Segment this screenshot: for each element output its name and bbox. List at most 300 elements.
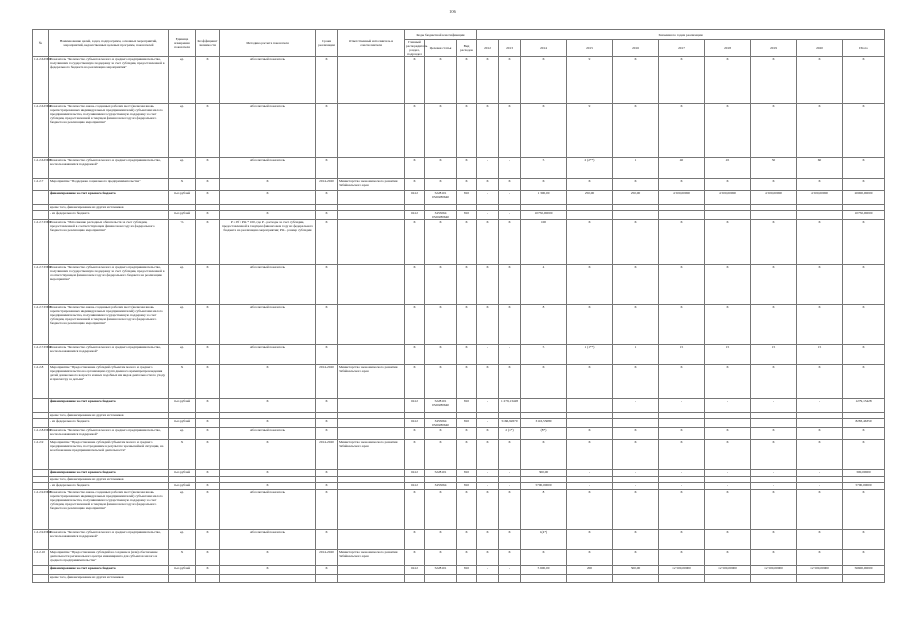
row-value-2012: Х <box>477 265 499 305</box>
row-value-2018: Х <box>705 490 751 530</box>
row-value-2013: - <box>499 345 521 365</box>
row-value-2014: Х <box>521 104 567 158</box>
row-value-2014 <box>521 575 567 583</box>
row-grbs: Х <box>405 265 425 305</box>
row-vr: 810 <box>457 399 477 413</box>
row-method: Х <box>220 365 316 399</box>
row-value-2019 <box>751 575 797 583</box>
row-responsible <box>338 57 405 104</box>
row-csr: 3455064 0320280640 <box>425 419 457 428</box>
row-total: 10750,00000 <box>843 211 885 220</box>
row-value-2014: 8 <box>521 490 567 530</box>
row-value-2016: Х <box>613 57 659 104</box>
row-value-2013: - <box>499 158 521 179</box>
row-value-2012: Х <box>477 305 499 345</box>
row-number: 1.2.2.10 <box>33 550 49 566</box>
row-value-2012: - <box>477 566 499 575</box>
row-grbs: 0412 <box>405 566 425 575</box>
row-number: 1.2.2.9.ПМ4 <box>33 530 49 550</box>
row-unit: ед. <box>169 305 196 345</box>
row-value-2014: Х <box>521 57 567 104</box>
row-grbs: Х <box>405 440 425 470</box>
row-value-2018: Х <box>705 440 751 470</box>
row-value-2013: Х <box>499 265 521 305</box>
row-csr: 5228101 <box>425 566 457 575</box>
row-number: 1.2.2.7.ПМ3 <box>33 305 49 345</box>
table-row <box>33 566 885 575</box>
row-value-2015: - <box>567 470 613 477</box>
row-coef: Х <box>196 104 220 158</box>
row-value-2018 <box>705 211 751 220</box>
row-value-2017: Х <box>659 220 705 265</box>
row-value-2016: Х <box>613 220 659 265</box>
table-row <box>33 220 885 265</box>
row-value-2016 <box>613 575 659 583</box>
row-responsible <box>338 566 405 575</box>
row-csr: Х <box>425 104 457 158</box>
row-value-2018: 12 500,00000 <box>705 566 751 575</box>
row-value-2020: 60 <box>797 158 843 179</box>
row-value-2017: Х <box>659 490 705 530</box>
row-value-2013: Х <box>499 179 521 191</box>
row-total: Х <box>843 530 885 550</box>
row-grbs: Х <box>405 179 425 191</box>
col-year-2012: 2012 <box>477 40 499 57</box>
row-value-2016: - <box>613 470 659 477</box>
row-value-2016: Х <box>613 530 659 550</box>
row-total: Х <box>843 158 885 179</box>
row-coef: Х <box>196 191 220 205</box>
row-coef: Х <box>196 179 220 191</box>
row-value-2013 <box>499 575 521 583</box>
row-responsible <box>338 191 405 205</box>
row-name: Показатель "Количество субъектов малого и среднего предпринимательства, воспользовавшихся поддержкой" <box>49 158 169 179</box>
row-method <box>220 575 316 583</box>
table-row <box>33 179 885 191</box>
row-term: Х <box>316 158 338 179</box>
row-name: кроме того, финансирование из других источников <box>49 205 169 211</box>
row-term: 2014-2020 <box>316 550 338 566</box>
col-values: Значения по годам реализации <box>477 30 885 40</box>
row-total <box>843 575 885 583</box>
row-value-2013: Х <box>499 57 521 104</box>
row-name: финансирование за счет краевого бюджета <box>49 566 169 575</box>
row-value-2015: Х <box>567 428 613 440</box>
row-total: 56600,00000 <box>843 566 885 575</box>
row-method: Х <box>220 179 316 191</box>
row-coef: Х <box>196 470 220 477</box>
table-header <box>33 30 885 57</box>
row-number: 1.2.2.8.ПМ1 <box>33 428 49 440</box>
row-value-2017: 12 500,00000 <box>659 566 705 575</box>
row-value-2014: 8 <box>521 305 567 345</box>
row-value-2019: Х <box>751 179 797 191</box>
row-value-2017: Х <box>659 550 705 566</box>
row-name: Мероприятие "Предоставление субсидий субъектам малого и среднего предпринимательства, пострадавшим в результате чрезвычайной ситуации, на возобновление предпринимательской деятельности" <box>49 440 169 470</box>
row-value-2019 <box>751 419 797 428</box>
row-value-2015: Х <box>567 265 613 305</box>
row-value-2020: Х <box>797 57 843 104</box>
row-value-2013: Х <box>499 220 521 265</box>
row-value-2016: Х <box>613 440 659 470</box>
row-name: Мероприятие "Предоставление субсидий на создание и (или) обеспечение деятельности регионального центра инжиниринга для субъектов малого и среднего предпринимательства" <box>49 550 169 566</box>
row-term: Х <box>316 265 338 305</box>
row-method: Х <box>220 440 316 470</box>
row-coef: Х <box>196 57 220 104</box>
row-grbs: 0412 <box>405 399 425 413</box>
row-method: Абсолютный показатель <box>220 104 316 158</box>
col-grbs <box>405 40 428 57</box>
row-value-2017: - <box>659 483 705 490</box>
row-value-2020: Х <box>797 440 843 470</box>
row-value-2019: - <box>751 399 797 413</box>
row-unit: тыс.рублей <box>169 211 196 220</box>
row-value-2017: Х <box>659 265 705 305</box>
row-coef: Х <box>196 483 220 490</box>
row-value-2012: - <box>477 483 499 490</box>
row-value-2016: Х <box>613 179 659 191</box>
row-value-2017: 40 <box>659 158 705 179</box>
row-value-2015: 2 (2**) <box>567 158 613 179</box>
row-vr: 810 <box>457 191 477 205</box>
table-row <box>33 483 885 490</box>
row-term: Х <box>316 305 338 345</box>
row-method: P = Pf / Pm * 100, где P - расходы за счет субсидии, предоставленной в текущем финансовом году из федерального бюджета на реализацию мероприятия; Pm - размер субсидии <box>220 220 316 265</box>
row-value-2019: Х <box>751 440 797 470</box>
row-grbs: Х <box>405 104 425 158</box>
row-number <box>33 399 49 413</box>
row-coef: Х <box>196 428 220 440</box>
row-value-2012: Х <box>477 179 499 191</box>
row-value-2013: - <box>499 566 521 575</box>
row-term: Х <box>316 104 338 158</box>
table-row <box>33 191 885 205</box>
row-csr: Х <box>425 365 457 399</box>
col-year-2015: 2015 <box>567 40 613 57</box>
row-vr: Х <box>457 440 477 470</box>
row-responsible <box>338 158 405 179</box>
row-unit: Х <box>169 365 196 399</box>
row-value-2019: 4 500,00000 <box>751 191 797 205</box>
row-total: Х <box>843 104 885 158</box>
row-method: Х <box>220 191 316 205</box>
program-table <box>32 29 885 583</box>
row-method: Абсолютный показатель <box>220 305 316 345</box>
row-name: Мероприятие "Поддержка социального предпринимательства" <box>49 179 169 191</box>
row-value-2015: 250,00 <box>567 191 613 205</box>
row-responsible <box>338 470 405 477</box>
row-value-2020: - <box>797 399 843 413</box>
row-value-2015: 9 <box>567 104 613 158</box>
row-csr: Х <box>425 440 457 470</box>
row-coef: Х <box>196 490 220 530</box>
row-vr: 810 <box>457 566 477 575</box>
row-value-2018 <box>705 575 751 583</box>
row-unit: ед. <box>169 104 196 158</box>
table-row <box>33 57 885 104</box>
row-value-2020: Х <box>797 305 843 345</box>
table-row <box>33 305 885 345</box>
col-total: Итого <box>843 40 885 57</box>
row-value-2014: 4 <box>521 265 567 305</box>
row-name: финансирование за счет краевого бюджета <box>49 470 169 477</box>
row-total: Х <box>843 305 885 345</box>
row-coef: Х <box>196 158 220 179</box>
row-number: 1.2.2.8 <box>33 365 49 399</box>
row-unit: Х <box>169 179 196 191</box>
table-row <box>33 211 885 220</box>
row-value-2016: Х <box>613 550 659 566</box>
col-year-2013: 2013 <box>499 40 521 57</box>
row-value-2012: Х <box>477 490 499 530</box>
row-value-2018: 15 <box>705 345 751 365</box>
col-year-2020: 2020 <box>797 40 843 57</box>
row-responsible <box>338 345 405 365</box>
row-value-2016: Х <box>613 104 659 158</box>
row-value-2014: 1(4*) <box>521 530 567 550</box>
row-vr: Х <box>457 365 477 399</box>
row-total: 5700,00000 <box>843 483 885 490</box>
row-responsible <box>338 265 405 305</box>
row-value-2013: - <box>499 470 521 477</box>
table-row <box>33 575 885 583</box>
table-row <box>33 399 885 413</box>
row-value-2020 <box>797 575 843 583</box>
row-coef: Х <box>196 440 220 470</box>
row-term: Х <box>316 483 338 490</box>
row-csr: Х <box>425 428 457 440</box>
row-vr: Х <box>457 158 477 179</box>
row-vr: Х <box>457 57 477 104</box>
row-value-2014: 5 600,00 <box>521 566 567 575</box>
row-number: 1.2.2.9 <box>33 440 49 470</box>
row-value-2016: 250,00 <box>613 191 659 205</box>
row-method: Абсолютный показатель <box>220 428 316 440</box>
row-vr: Х <box>457 490 477 530</box>
row-value-2018: Х <box>705 428 751 440</box>
row-term: 2014-2020 <box>316 179 338 191</box>
col-csr: Целевая статья <box>425 40 457 57</box>
row-value-2015: 9 <box>567 57 613 104</box>
row-grbs: 0412 <box>405 483 425 490</box>
row-csr: Х <box>425 305 457 345</box>
row-name: - из федерального бюджета <box>49 211 169 220</box>
row-name: кроме того, финансирование из других источников <box>49 413 169 419</box>
row-grbs: 0412 <box>405 419 425 428</box>
table-row <box>33 345 885 365</box>
row-value-2020: Х <box>797 265 843 305</box>
row-number <box>33 211 49 220</box>
row-value-2016: Х <box>613 265 659 305</box>
row-total: Х <box>843 440 885 470</box>
row-value-2016: Х <box>613 365 659 399</box>
row-number <box>33 566 49 575</box>
row-value-2012: Х <box>477 104 499 158</box>
row-value-2014: 3116,53680 <box>521 419 567 428</box>
row-value-2015 <box>567 419 613 428</box>
row-value-2017: Х <box>659 305 705 345</box>
row-number: 1.2.2.9.ПМ3 <box>33 490 49 530</box>
row-total: 1279,13428 <box>843 399 885 413</box>
row-vr: Х <box>457 305 477 345</box>
table-row <box>33 365 885 399</box>
row-coef: Х <box>196 305 220 345</box>
row-value-2018: Х <box>705 220 751 265</box>
table-row <box>33 265 885 305</box>
table-body <box>33 57 885 583</box>
row-vr: Х <box>457 428 477 440</box>
row-method: Х <box>220 550 316 566</box>
table-row <box>33 428 885 440</box>
row-vr: Х <box>457 179 477 191</box>
row-value-2018: Х <box>705 265 751 305</box>
row-value-2019: 15 <box>751 345 797 365</box>
row-value-2012: Х <box>477 220 499 265</box>
row-method: Х <box>220 211 316 220</box>
row-value-2019: Х <box>751 305 797 345</box>
row-grbs: Х <box>405 158 425 179</box>
row-coef: Х <box>196 211 220 220</box>
row-number: 1.2.2.7.ПМ1 <box>33 220 49 265</box>
row-value-2015: Х <box>567 550 613 566</box>
row-term: Х <box>316 470 338 477</box>
row-value-2015 <box>567 211 613 220</box>
row-responsible <box>338 305 405 345</box>
row-unit: % <box>169 220 196 265</box>
row-total: Х <box>843 179 885 191</box>
row-value-2019: Х <box>751 57 797 104</box>
row-value-2020: Х <box>797 220 843 265</box>
row-coef <box>196 575 220 583</box>
row-name: кроме того, финансирование из других источников <box>49 575 169 583</box>
col-vr: Вид расходов <box>457 40 477 57</box>
row-csr: Х <box>425 220 457 265</box>
row-grbs: Х <box>405 220 425 265</box>
row-grbs: Х <box>405 550 425 566</box>
row-value-2020: Х <box>797 490 843 530</box>
row-grbs <box>405 575 425 583</box>
row-responsible <box>338 483 405 490</box>
row-method: Абсолютный показатель <box>220 490 316 530</box>
table-row <box>33 490 885 530</box>
row-number: 1.2.2.7.ПМ4 <box>33 345 49 365</box>
row-value-2016: 1 <box>613 345 659 365</box>
row-name: Показатель "Количество вновь созданных рабочих мест (включая вновь зарегистрированных индивидуальных предпринимателей) субъектами малого предпринимательства, получившими государственную поддержку за счет субсидии, предоставленной в текущем финансовом году из федерального бюджета на реализацию мероприятия" <box>49 305 169 345</box>
row-value-2020: Х <box>797 530 843 550</box>
row-name: Показатель "Количество субъектов малого и среднего предпринимательства, получивших государственную поддержку за счет субсидии, предоставленной в соответствующем финансовом году из федерального бюджета на реализацию мероприятия" <box>49 265 169 305</box>
col-section-label: раздел, подраздел <box>407 48 422 56</box>
row-method: Абсолютный показатель <box>220 345 316 365</box>
row-term <box>316 575 338 583</box>
row-grbs: 0412 <box>405 211 425 220</box>
row-method: Абсолютный показатель <box>220 265 316 305</box>
row-value-2018: Х <box>705 550 751 566</box>
row-total: Х <box>843 550 885 566</box>
row-term: Х <box>316 191 338 205</box>
row-value-2019: - <box>751 470 797 477</box>
row-value-2018: Х <box>705 305 751 345</box>
row-vr: Х <box>457 220 477 265</box>
row-value-2018: - <box>705 399 751 413</box>
row-unit: тыс.рублей <box>169 399 196 413</box>
row-value-2020: Х <box>797 550 843 566</box>
row-value-2020: 4 500,00000 <box>797 191 843 205</box>
row-term: Х <box>316 419 338 428</box>
row-value-2014: 5 <box>521 158 567 179</box>
row-value-2019: - <box>751 483 797 490</box>
row-value-2020: - <box>797 470 843 477</box>
row-responsible <box>338 419 405 428</box>
row-value-2015: Х <box>567 490 613 530</box>
row-value-2016: Х <box>613 305 659 345</box>
row-responsible: Министерство экономического развития Забайкальского края <box>338 179 405 191</box>
row-value-2015: 1 (1**) <box>567 345 613 365</box>
table-row <box>33 419 885 428</box>
row-value-2015 <box>567 399 613 413</box>
col-method: Методика расчета показателя <box>220 30 316 57</box>
row-number <box>33 470 49 477</box>
row-csr: Х <box>425 345 457 365</box>
row-total: 8283,46350 <box>843 419 885 428</box>
row-number <box>33 575 49 583</box>
row-value-2012: - <box>477 158 499 179</box>
col-unit: Единица измерения показателя <box>169 30 196 57</box>
row-name: Показатель "Количество субъектов малого и среднего предпринимательства, получивших государственную поддержку за счет субсидии, предоставленной в федерального бюджета на реализацию мероприятия" <box>49 57 169 104</box>
row-value-2015: Х <box>567 305 613 345</box>
row-value-2016: 500,00 <box>613 566 659 575</box>
row-csr: 3455064 0320280640 <box>425 211 457 220</box>
row-value-2013: Х <box>499 365 521 399</box>
row-term: Х <box>316 57 338 104</box>
row-value-2017: Х <box>659 365 705 399</box>
row-number: 1.2.2.6.ПМ1 <box>33 57 49 104</box>
col-term: Сроки реализации <box>316 30 338 57</box>
row-value-2013: - <box>499 483 521 490</box>
table-row <box>33 440 885 470</box>
row-value-2013: 1 279,13428 <box>499 399 521 413</box>
row-grbs: 0412 <box>405 470 425 477</box>
row-unit: Х <box>169 440 196 470</box>
row-value-2015: Х <box>567 440 613 470</box>
row-value-2015: Х <box>567 530 613 550</box>
row-grbs: Х <box>405 530 425 550</box>
row-unit: ед. <box>169 158 196 179</box>
col-coef: Коэффициент значимости <box>196 30 220 57</box>
row-value-2013: 2 (1*) <box>499 428 521 440</box>
row-value-2012: Х <box>477 530 499 550</box>
row-value-2017: 15 <box>659 345 705 365</box>
row-value-2016: - <box>613 399 659 413</box>
row-csr: Х <box>425 550 457 566</box>
row-csr: 5228101 0320280640 <box>425 191 457 205</box>
row-value-2012: Х <box>477 550 499 566</box>
row-value-2016 <box>613 419 659 428</box>
row-number: 1.2.2.6.ПМ4 <box>33 104 49 158</box>
row-grbs: Х <box>405 345 425 365</box>
row-method: Абсолютный показатель <box>220 530 316 550</box>
row-vr: 810 <box>457 470 477 477</box>
col-year-2019: 2019 <box>751 40 797 57</box>
row-value-2018: - <box>705 470 751 477</box>
row-value-2018: 4 500,00000 <box>705 191 751 205</box>
col-year-2018: 2018 <box>705 40 751 57</box>
row-vr: 810 <box>457 483 477 490</box>
col-resp: Ответственный исполнитель и соисполнители <box>338 30 405 57</box>
row-value-2013: Х <box>499 440 521 470</box>
row-total: 300,00000 <box>843 470 885 477</box>
row-grbs: Х <box>405 365 425 399</box>
row-total: 20000,00000 <box>843 191 885 205</box>
